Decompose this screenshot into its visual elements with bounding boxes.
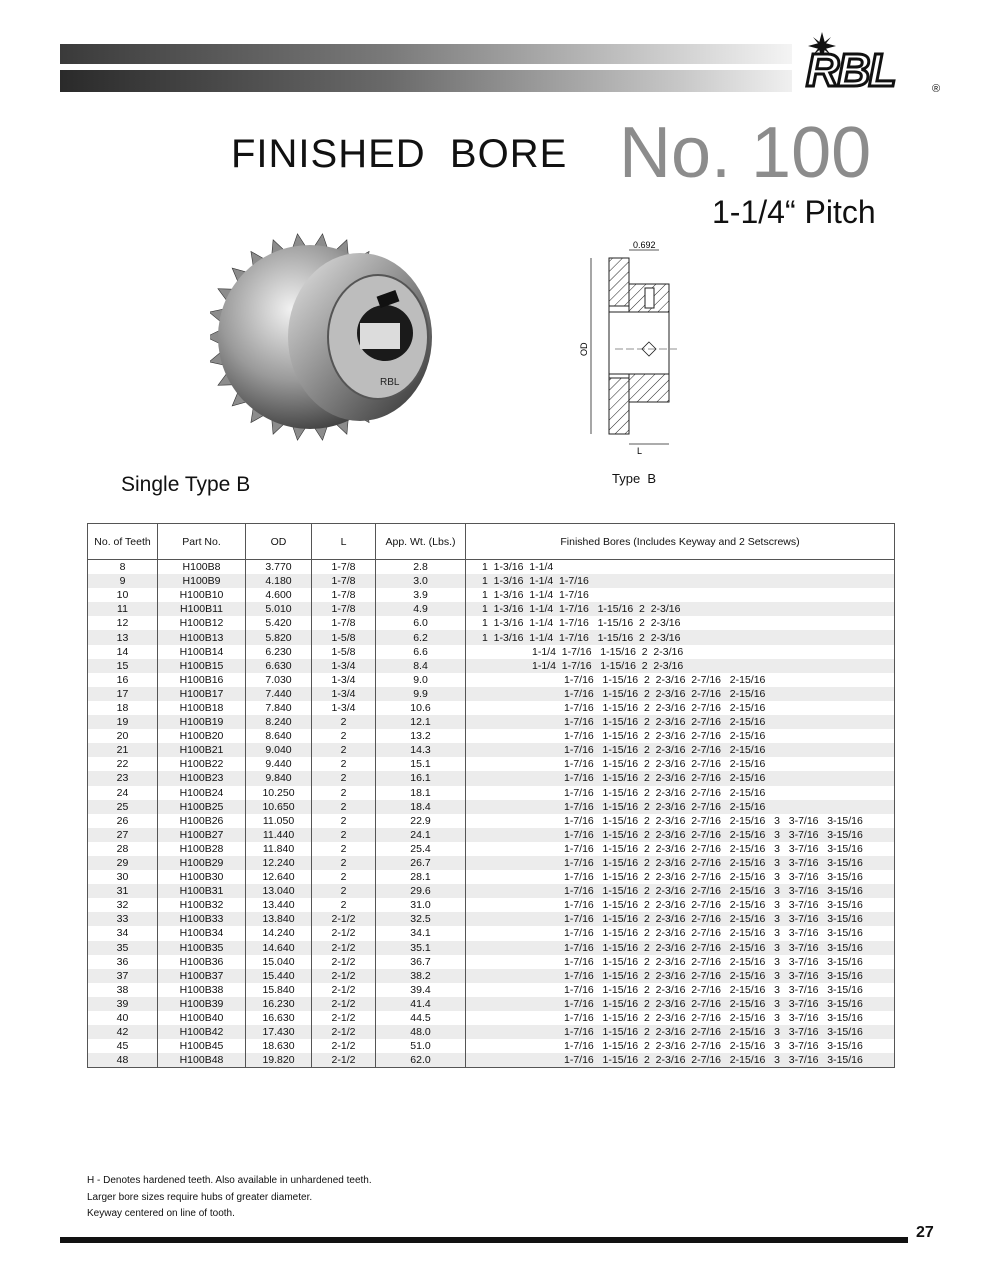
photo-stamp: RBL [380,377,400,388]
cell-l: 2 [312,856,376,870]
cell-finished-bores: 1 1-3/16 1-1/4 1-7/16 1-15/16 2 2-3/16 [466,602,895,616]
table-row [88,1039,895,1053]
cell-l: 2-1/2 [312,997,376,1011]
cell-weight: 25.4 [376,842,466,856]
cell-od: 9.840 [246,771,312,785]
cell-finished-bores: 1-7/16 1-15/16 2 2-3/16 2-7/16 2-15/16 3 3-7/16 3-15/16 [466,1025,895,1039]
cell-part-no: H100B15 [158,659,246,673]
cell-od: 13.040 [246,884,312,898]
cell-part-no: H100B19 [158,715,246,729]
cell-l: 1-3/4 [312,687,376,701]
table-row [88,926,895,940]
cell-finished-bores: 1-1/4 1-7/16 1-15/16 2 2-3/16 [466,645,895,659]
cell-finished-bores: 1-7/16 1-15/16 2 2-3/16 2-7/16 2-15/16 [466,771,895,785]
cell-weight: 28.1 [376,870,466,884]
cell-part-no: H100B31 [158,884,246,898]
cell-teeth: 37 [88,969,158,983]
table-row [88,969,895,983]
table-row [88,645,895,659]
cell-part-no: H100B20 [158,729,246,743]
cell-l: 2-1/2 [312,983,376,997]
cell-part-no: H100B14 [158,645,246,659]
header-gradient-bar-top [60,44,792,64]
cell-finished-bores: 1-7/16 1-15/16 2 2-3/16 2-7/16 2-15/16 3 3-7/16 3-15/16 [466,842,895,856]
cell-finished-bores: 1-7/16 1-15/16 2 2-3/16 2-7/16 2-15/16 [466,701,895,715]
cell-finished-bores: 1 1-3/16 1-1/4 [466,560,895,575]
page-title: FINISHED BORE [231,132,568,176]
cell-l: 2-1/2 [312,1011,376,1025]
rbl-logo [792,26,952,98]
table-row [88,602,895,616]
cell-finished-bores: 1-7/16 1-15/16 2 2-3/16 2-7/16 2-15/16 3 3-7/16 3-15/16 [466,1039,895,1053]
cell-part-no: H100B23 [158,771,246,785]
cell-finished-bores: 1 1-3/16 1-1/4 1-7/16 [466,588,895,602]
cell-od: 5.010 [246,602,312,616]
cell-teeth: 48 [88,1053,158,1068]
cell-weight: 6.0 [376,616,466,630]
cell-part-no: H100B28 [158,842,246,856]
cell-weight: 3.0 [376,574,466,588]
cell-part-no: H100B33 [158,912,246,926]
cell-teeth: 8 [88,560,158,575]
cell-teeth: 17 [88,687,158,701]
footer-rule [60,1237,908,1243]
cell-weight: 26.7 [376,856,466,870]
specification-table [87,523,895,1068]
cell-finished-bores: 1-7/16 1-15/16 2 2-3/16 2-7/16 2-15/16 3 3-7/16 3-15/16 [466,912,895,926]
cell-weight: 12.1 [376,715,466,729]
cell-l: 2-1/2 [312,969,376,983]
cell-part-no: H100B18 [158,701,246,715]
cell-l: 1-7/8 [312,588,376,602]
cell-teeth: 23 [88,771,158,785]
cell-teeth: 36 [88,955,158,969]
cell-weight: 13.2 [376,729,466,743]
cell-teeth: 35 [88,941,158,955]
cell-weight: 35.1 [376,941,466,955]
cell-l: 1-3/4 [312,701,376,715]
cell-teeth: 34 [88,926,158,940]
cell-od: 12.240 [246,856,312,870]
header-gradient-bar-bottom [60,70,792,92]
col-header-finished-bores: Finished Bores (Includes Keyway and 2 Setscrews) [466,524,895,560]
table-row [88,955,895,969]
cell-teeth: 18 [88,701,158,715]
table-row [88,1011,895,1025]
cell-part-no: H100B30 [158,870,246,884]
cell-finished-bores: 1-7/16 1-15/16 2 2-3/16 2-7/16 2-15/16 [466,743,895,757]
cell-teeth: 21 [88,743,158,757]
cell-l: 2 [312,898,376,912]
cell-part-no: H100B16 [158,673,246,687]
cell-teeth: 10 [88,588,158,602]
cell-weight: 3.9 [376,588,466,602]
cell-weight: 14.3 [376,743,466,757]
drawing-dim-top: 0.692 [633,240,656,250]
cell-teeth: 11 [88,602,158,616]
cell-od: 19.820 [246,1053,312,1068]
registered-mark: ® [932,83,941,95]
cell-weight: 29.6 [376,884,466,898]
cell-finished-bores: 1-7/16 1-15/16 2 2-3/16 2-7/16 2-15/16 [466,673,895,687]
cell-l: 2-1/2 [312,941,376,955]
drawing-dim-l: L [637,446,643,456]
cell-od: 13.440 [246,898,312,912]
cell-finished-bores: 1-7/16 1-15/16 2 2-3/16 2-7/16 2-15/16 [466,786,895,800]
drawing-dim-od: OD [579,342,589,356]
cell-teeth: 29 [88,856,158,870]
table-row [88,898,895,912]
cell-weight: 18.1 [376,786,466,800]
cell-od: 15.040 [246,955,312,969]
cell-od: 8.640 [246,729,312,743]
table-row [88,941,895,955]
table-row [88,870,895,884]
cell-od: 4.180 [246,574,312,588]
model-number: No. 100 [619,113,872,193]
cell-finished-bores: 1-7/16 1-15/16 2 2-3/16 2-7/16 2-15/16 3 3-7/16 3-15/16 [466,1053,895,1068]
cell-finished-bores: 1-7/16 1-15/16 2 2-3/16 2-7/16 2-15/16 3 3-7/16 3-15/16 [466,884,895,898]
cell-weight: 9.9 [376,687,466,701]
cell-teeth: 25 [88,800,158,814]
cell-finished-bores: 1-1/4 1-7/16 1-15/16 2 2-3/16 [466,659,895,673]
cell-teeth: 28 [88,842,158,856]
cell-l: 2 [312,729,376,743]
col-header-l: L [312,524,376,560]
cell-od: 10.250 [246,786,312,800]
drawing-caption: Type B [612,471,657,486]
sprocket-photo [210,215,440,465]
cell-part-no: H100B39 [158,997,246,1011]
cell-finished-bores: 1-7/16 1-15/16 2 2-3/16 2-7/16 2-15/16 [466,715,895,729]
table-row [88,786,895,800]
cell-od: 17.430 [246,1025,312,1039]
table-row [88,687,895,701]
cell-weight: 36.7 [376,955,466,969]
cell-part-no: H100B27 [158,828,246,842]
cell-teeth: 19 [88,715,158,729]
cell-od: 14.240 [246,926,312,940]
cell-finished-bores: 1-7/16 1-15/16 2 2-3/16 2-7/16 2-15/16 3 3-7/16 3-15/16 [466,814,895,828]
cell-l: 2 [312,828,376,842]
cell-teeth: 15 [88,659,158,673]
cell-l: 1-7/8 [312,602,376,616]
cell-weight: 34.1 [376,926,466,940]
cell-part-no: H100B24 [158,786,246,800]
footnote: Larger bore sizes require hubs of greater diameter. [87,1191,313,1203]
cell-teeth: 39 [88,997,158,1011]
table-row [88,856,895,870]
cell-finished-bores: 1 1-3/16 1-1/4 1-7/16 1-15/16 2 2-3/16 [466,616,895,630]
type-b-drawing [575,236,685,464]
cell-od: 5.420 [246,616,312,630]
table-row [88,701,895,715]
cell-weight: 31.0 [376,898,466,912]
cell-part-no: H100B42 [158,1025,246,1039]
table-row [88,884,895,898]
cell-od: 16.630 [246,1011,312,1025]
cell-od: 11.050 [246,814,312,828]
cell-teeth: 9 [88,574,158,588]
cell-teeth: 45 [88,1039,158,1053]
photo-caption: Single Type B [121,473,251,496]
logo-wordmark: RBL [806,44,895,96]
cell-weight: 44.5 [376,1011,466,1025]
cell-finished-bores: 1 1-3/16 1-1/4 1-7/16 [466,574,895,588]
cell-weight: 41.4 [376,997,466,1011]
cell-teeth: 20 [88,729,158,743]
table-row [88,715,895,729]
cell-od: 7.840 [246,701,312,715]
cell-weight: 51.0 [376,1039,466,1053]
cell-od: 3.770 [246,560,312,575]
cell-od: 9.440 [246,757,312,771]
table-row [88,659,895,673]
cell-l: 1-5/8 [312,630,376,644]
cell-finished-bores: 1-7/16 1-15/16 2 2-3/16 2-7/16 2-15/16 3 3-7/16 3-15/16 [466,955,895,969]
cell-finished-bores: 1-7/16 1-15/16 2 2-3/16 2-7/16 2-15/16 3 3-7/16 3-15/16 [466,1011,895,1025]
cell-part-no: H100B11 [158,602,246,616]
cell-part-no: H100B32 [158,898,246,912]
cell-weight: 32.5 [376,912,466,926]
cell-weight: 16.1 [376,771,466,785]
pitch-label: 1-1/4“ Pitch [712,194,876,230]
cell-od: 8.240 [246,715,312,729]
cell-weight: 10.6 [376,701,466,715]
table-row [88,616,895,630]
footnotes [87,1173,372,1223]
cell-teeth: 16 [88,673,158,687]
cell-part-no: H100B21 [158,743,246,757]
cell-teeth: 40 [88,1011,158,1025]
cell-teeth: 32 [88,898,158,912]
cell-l: 2-1/2 [312,1025,376,1039]
table-row [88,574,895,588]
cell-od: 7.440 [246,687,312,701]
table-row [88,771,895,785]
cell-finished-bores: 1-7/16 1-15/16 2 2-3/16 2-7/16 2-15/16 [466,729,895,743]
cell-od: 15.440 [246,969,312,983]
cell-part-no: H100B12 [158,616,246,630]
cell-weight: 24.1 [376,828,466,842]
cell-teeth: 26 [88,814,158,828]
cell-finished-bores: 1-7/16 1-15/16 2 2-3/16 2-7/16 2-15/16 [466,800,895,814]
cell-l: 1-7/8 [312,560,376,575]
table-header-row [88,524,895,560]
cell-od: 11.840 [246,842,312,856]
cell-part-no: H100B10 [158,588,246,602]
cell-part-no: H100B13 [158,630,246,644]
cell-finished-bores: 1-7/16 1-15/16 2 2-3/16 2-7/16 2-15/16 3 3-7/16 3-15/16 [466,941,895,955]
cell-l: 2 [312,786,376,800]
table-row [88,1053,895,1068]
cell-l: 2 [312,884,376,898]
cell-teeth: 42 [88,1025,158,1039]
cell-part-no: H100B35 [158,941,246,955]
cell-part-no: H100B29 [158,856,246,870]
table-row [88,630,895,644]
cell-part-no: H100B22 [158,757,246,771]
cell-teeth: 14 [88,645,158,659]
cell-l: 1-7/8 [312,574,376,588]
footnote: Keyway centered on line of tooth. [87,1208,235,1219]
table-row [88,588,895,602]
table-row [88,997,895,1011]
table-row [88,814,895,828]
cell-finished-bores: 1-7/16 1-15/16 2 2-3/16 2-7/16 2-15/16 [466,757,895,771]
cell-weight: 6.2 [376,630,466,644]
cell-finished-bores: 1-7/16 1-15/16 2 2-3/16 2-7/16 2-15/16 3 3-7/16 3-15/16 [466,828,895,842]
cell-weight: 8.4 [376,659,466,673]
cell-od: 6.230 [246,645,312,659]
cell-od: 16.230 [246,997,312,1011]
cell-l: 2-1/2 [312,912,376,926]
cell-l: 2-1/2 [312,1053,376,1068]
cell-weight: 6.6 [376,645,466,659]
col-header-part-no: Part No. [158,524,246,560]
cell-od: 4.600 [246,588,312,602]
col-header-teeth: No. of Teeth [88,524,158,560]
cell-l: 2 [312,870,376,884]
table-row [88,560,895,575]
cell-weight: 22.9 [376,814,466,828]
table-row [88,842,895,856]
cell-l: 2 [312,715,376,729]
cell-teeth: 30 [88,870,158,884]
cell-part-no: H100B37 [158,969,246,983]
cell-part-no: H100B40 [158,1011,246,1025]
cell-weight: 62.0 [376,1053,466,1068]
cell-finished-bores: 1-7/16 1-15/16 2 2-3/16 2-7/16 2-15/16 3 3-7/16 3-15/16 [466,997,895,1011]
cell-l: 2 [312,757,376,771]
cell-weight: 9.0 [376,673,466,687]
cell-od: 11.440 [246,828,312,842]
cell-part-no: H100B45 [158,1039,246,1053]
cell-part-no: H100B36 [158,955,246,969]
cell-weight: 38.2 [376,969,466,983]
cell-part-no: H100B34 [158,926,246,940]
cell-finished-bores: 1-7/16 1-15/16 2 2-3/16 2-7/16 2-15/16 [466,687,895,701]
cell-finished-bores: 1-7/16 1-15/16 2 2-3/16 2-7/16 2-15/16 3 3-7/16 3-15/16 [466,870,895,884]
cell-teeth: 38 [88,983,158,997]
cell-weight: 2.8 [376,560,466,575]
cell-od: 9.040 [246,743,312,757]
cell-od: 14.640 [246,941,312,955]
cell-l: 1-7/8 [312,616,376,630]
cell-od: 15.840 [246,983,312,997]
cell-part-no: H100B8 [158,560,246,575]
table-row [88,912,895,926]
cell-od: 5.820 [246,630,312,644]
footnote: H - Denotes hardened teeth. Also available in unhardened teeth. [87,1175,372,1186]
cell-l: 2-1/2 [312,955,376,969]
cell-part-no: H100B26 [158,814,246,828]
cell-weight: 18.4 [376,800,466,814]
col-header-weight: App. Wt. (Lbs.) [376,524,466,560]
cell-teeth: 22 [88,757,158,771]
table-row [88,828,895,842]
table-row [88,757,895,771]
cell-weight: 39.4 [376,983,466,997]
table-row [88,743,895,757]
cell-finished-bores: 1-7/16 1-15/16 2 2-3/16 2-7/16 2-15/16 3 3-7/16 3-15/16 [466,898,895,912]
cell-od: 12.640 [246,870,312,884]
cell-teeth: 33 [88,912,158,926]
cell-teeth: 27 [88,828,158,842]
cell-part-no: H100B48 [158,1053,246,1068]
cell-finished-bores: 1-7/16 1-15/16 2 2-3/16 2-7/16 2-15/16 3 3-7/16 3-15/16 [466,983,895,997]
cell-l: 1-5/8 [312,645,376,659]
table-row [88,1025,895,1039]
cell-l: 2 [312,743,376,757]
cell-finished-bores: 1-7/16 1-15/16 2 2-3/16 2-7/16 2-15/16 3 3-7/16 3-15/16 [466,969,895,983]
cell-od: 10.650 [246,800,312,814]
cell-part-no: H100B9 [158,574,246,588]
cell-l: 2 [312,771,376,785]
cell-l: 2-1/2 [312,1039,376,1053]
cell-l: 1-3/4 [312,659,376,673]
cell-od: 6.630 [246,659,312,673]
cell-l: 1-3/4 [312,673,376,687]
cell-l: 2 [312,800,376,814]
cell-finished-bores: 1 1-3/16 1-1/4 1-7/16 1-15/16 2 2-3/16 [466,630,895,644]
cell-part-no: H100B38 [158,983,246,997]
cell-od: 13.840 [246,912,312,926]
table-row [88,729,895,743]
cell-weight: 15.1 [376,757,466,771]
cell-l: 2 [312,814,376,828]
cell-teeth: 12 [88,616,158,630]
cell-finished-bores: 1-7/16 1-15/16 2 2-3/16 2-7/16 2-15/16 3 3-7/16 3-15/16 [466,856,895,870]
cell-teeth: 24 [88,786,158,800]
cell-l: 2 [312,842,376,856]
table-row [88,800,895,814]
page-number: 27 [916,1224,934,1241]
cell-weight: 48.0 [376,1025,466,1039]
table-row [88,983,895,997]
cell-l: 2-1/2 [312,926,376,940]
cell-part-no: H100B17 [158,687,246,701]
cell-od: 18.630 [246,1039,312,1053]
cell-finished-bores: 1-7/16 1-15/16 2 2-3/16 2-7/16 2-15/16 3 3-7/16 3-15/16 [466,926,895,940]
table-row [88,673,895,687]
col-header-od: OD [246,524,312,560]
cell-part-no: H100B25 [158,800,246,814]
cell-teeth: 13 [88,630,158,644]
cell-weight: 4.9 [376,602,466,616]
cell-od: 7.030 [246,673,312,687]
cell-teeth: 31 [88,884,158,898]
